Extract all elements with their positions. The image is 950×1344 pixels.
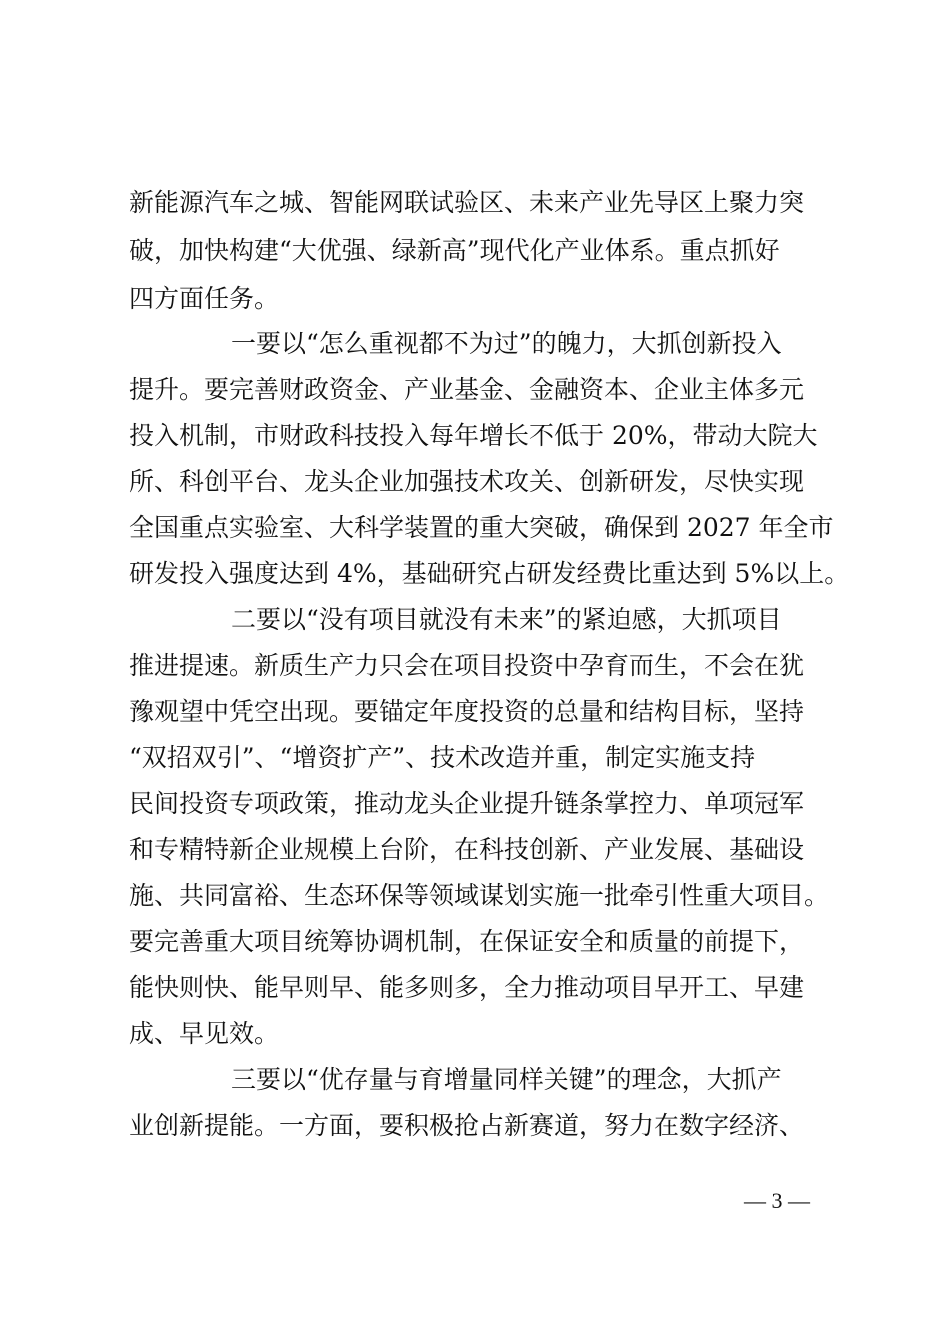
line-text: 新能源汽车之城、智能网联试验区、未来产业先导区上聚力突 [129,188,805,217]
text-line [0,508,950,548]
text-line [0,370,950,410]
text-line [0,1014,950,1054]
text-line [0,830,950,870]
text-line [0,1106,950,1146]
text-line [0,416,950,456]
line-text: “双招双引”、“增资扩产”、技术改造并重，制定实施支持 [129,743,756,772]
text-line [0,1060,950,1100]
line-text: 和专精特新企业规模上台阶，在科技创新、产业发展、基础设 [129,835,805,864]
line-text: 民间投资专项政策，推动龙头企业提升链条掌控力、单项冠军 [129,789,805,818]
text-line [0,784,950,824]
text-line [0,876,950,916]
line-text: 一要以“怎么重视都不为过”的魄力，大抓创新投入 [231,329,782,358]
text-line [0,738,950,778]
line-text: 三要以“优存量与育增量同样关键”的理念，大抓产 [231,1065,782,1094]
line-text: 豫观望中凭空出现。要锚定年度投资的总量和结构目标，坚持 [129,697,805,726]
line-text: 研发投入强度达到 4%，基础研究占研发经费比重达到 5%以上。 [129,559,850,588]
line-text: 提升。要完善财政资金、产业基金、金融资本、企业主体多元 [129,375,805,404]
text-line [0,462,950,502]
line-text: 要完善重大项目统筹协调机制，在保证安全和质量的前提下， [129,927,805,956]
page-number: — 3 — [744,1188,810,1213]
line-text: 全国重点实验室、大科学装置的重大突破，确保到 2027 年全市 [129,513,834,542]
line-text: 投入机制，市财政科技投入每年增长不低于 20%，带动大院大 [129,421,818,450]
line-text: 所、科创平台、龙头企业加强技术攻关、创新研发，尽快实现 [129,467,805,496]
line-text: 破，加快构建“大优强、绿新高”现代化产业体系。重点抓好 [129,236,780,265]
line-text: 施、共同富裕、生态环保等领域谋划实施一批牵引性重大项目。 [129,881,830,910]
line-text: 能快则快、能早则早、能多则多，全力推动项目早开工、早建 [129,973,805,1002]
line-text: 推进提速。新质生产力只会在项目投资中孕育而生，不会在犹 [129,651,805,680]
text-line [0,183,950,223]
line-text: 业创新提能。一方面，要积极抢占新赛道，努力在数字经济、 [129,1111,805,1140]
text-line [0,231,950,271]
text-line [0,554,950,594]
text-line [0,324,950,364]
text-line [0,692,950,732]
line-text: 二要以“没有项目就没有未来”的紧迫感，大抓项目 [231,605,782,634]
text-line [0,922,950,962]
line-text: 成、早见效。 [129,1019,280,1048]
text-line [0,600,950,640]
text-line [0,968,950,1008]
text-line [0,646,950,686]
line-text: 四方面任务。 [129,284,280,313]
text-line [0,279,950,319]
